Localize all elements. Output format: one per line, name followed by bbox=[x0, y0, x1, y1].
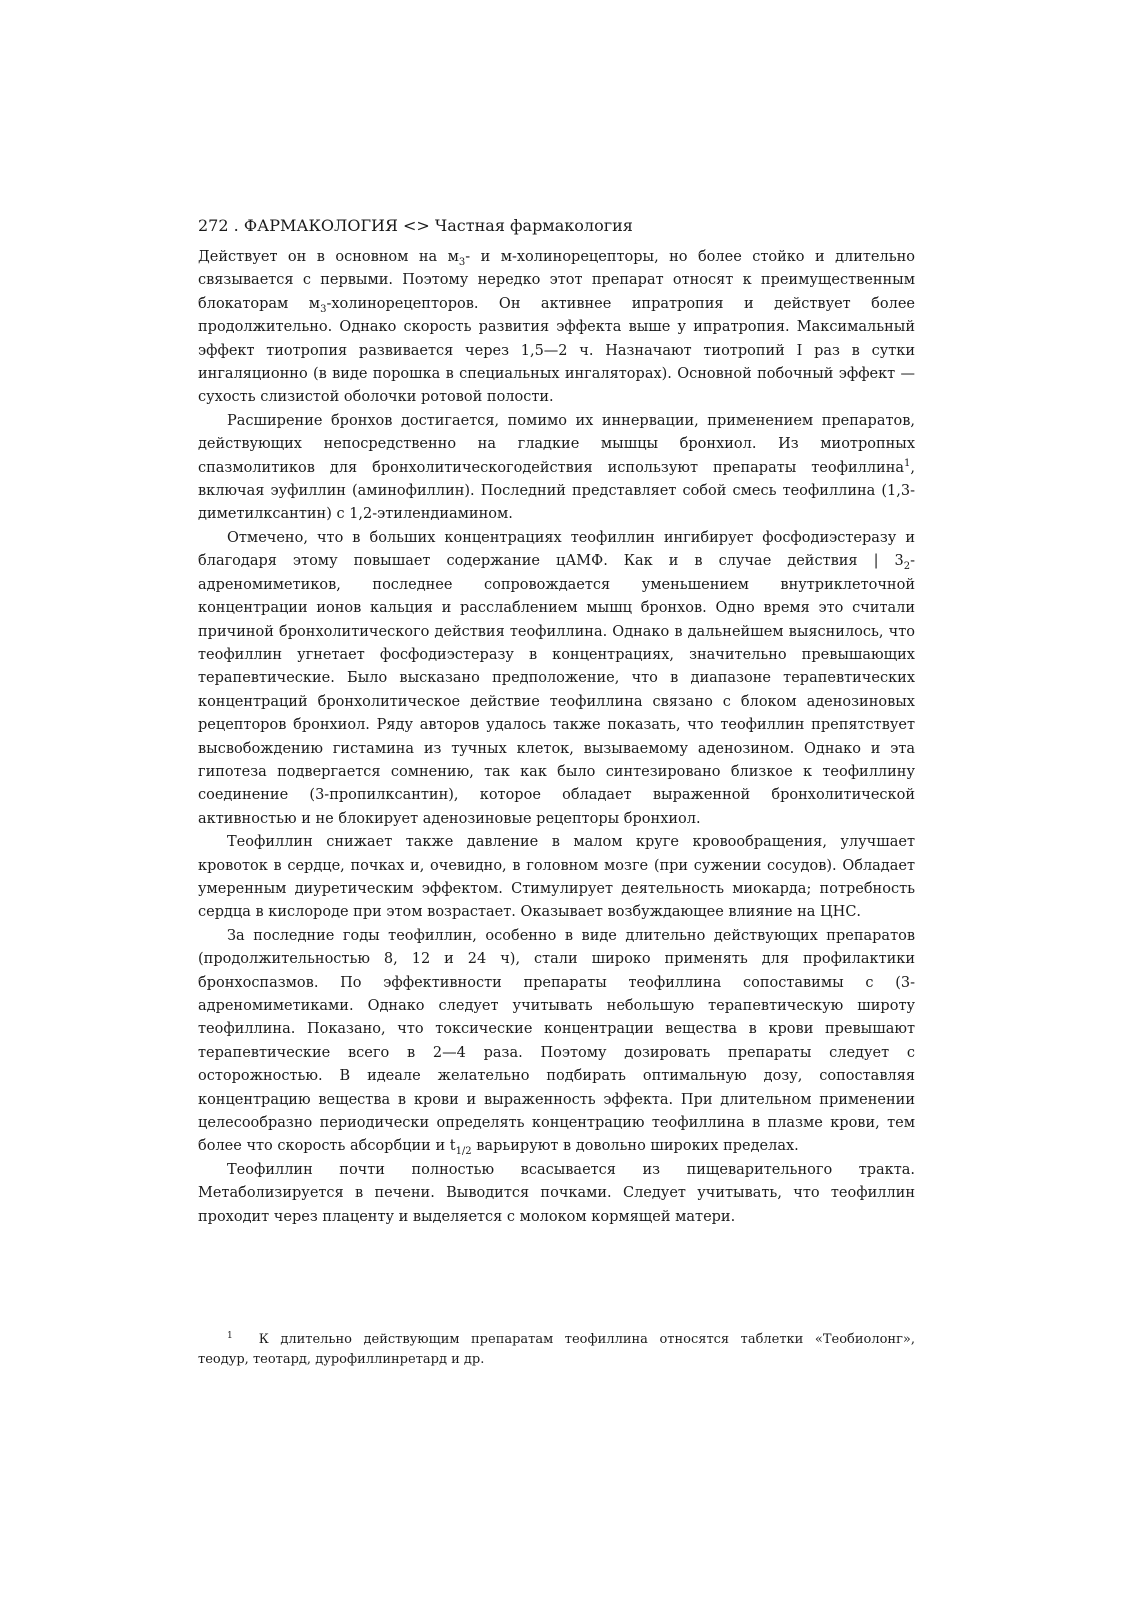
footnote-text: К длительно действующим препаратам теофиллина относятся таблетки «Теобиолонг», теодур, теотард, дурофиллинретард и др. bbox=[198, 1332, 915, 1367]
text-run: Действует он в основном на м bbox=[198, 249, 459, 265]
footnote bbox=[198, 1330, 915, 1370]
text-run: -холинорецепторов. Он активнее ипратропия и действует более продолжительно. Однако скорость развития эффекта выше у ипратропия. Максимальный эффект тиотропия развивается через 1,5—2 ч. Назначают тиотропий I раз в сутки ингаляционно (в виде порошка в специальных ингаляторах). Основной побочный эффект — сухость слизистой оболочки ротовой полости. bbox=[198, 295, 915, 406]
subscript: 3 bbox=[320, 303, 327, 315]
text-run: -адреномиметиков, последнее сопровождается уменьшением внутриклеточной концентрации ионов кальция и расслаблением мышц бронхов. Одно время это считали причиной бронхолитического действия теофиллина. Однако в дальнейшем выяснилось, что теофиллин угнетает фосфодиэстеразу в концентрациях, значительно превышающих терапевтические. Было высказано предположение, что в диапазоне терапевтических концентраций бронхолитическое действие теофиллина связано с блоком аденозиновых рецепторов бронхиол. Ряду авторов удалось также показать, что теофиллин препятствует высвобождению гистамина из тучных клеток, вызываемому аденозином. Однако и эта гипотеза подвергается сомнению, так как было синтезировано близкое к теофиллину соединение (3-пропилксантин), которое обладает выраженной бронхолитической активностью и не блокирует аденозиновые рецепторы бронхиол. bbox=[198, 553, 915, 827]
footnote-reference: 1 bbox=[904, 457, 911, 469]
paragraph-2 bbox=[198, 410, 915, 527]
page-header bbox=[198, 216, 918, 236]
page-number: 272 bbox=[198, 216, 229, 235]
subscript: 3 bbox=[458, 256, 466, 268]
subscript: 1/2 bbox=[455, 1146, 472, 1158]
paragraph-6: Теофиллин почти полностью всасывается из пищеварительного тракта. Метаболизируется в печени. Выводится почками. Следует учитывать, что теофиллин проходит через плаценту и выделяется с молоком кормящей матери. bbox=[198, 1161, 915, 1225]
paragraph-1 bbox=[198, 246, 915, 410]
subscript: 2 bbox=[903, 561, 911, 573]
text-run: , включая эуфиллин (аминофиллин). Последний представляет собой смесь теофиллина (1,3-диметилксантин) с 1,2-этилендиамином. bbox=[198, 459, 915, 523]
footnote-marker: 1 bbox=[227, 1330, 233, 1341]
paragraph-3 bbox=[198, 527, 915, 831]
text-run: За последние годы теофиллин, особенно в виде длительно действующих препаратов (продолжительностью 8, 12 и 24 ч), стали широко применять для профилактики бронхоспазмов. По эффективности препараты теофиллина сопоставимы с (3-адреномиметиками. Однако следует учитывать небольшую терапевтическую широту теофиллина. Показано, что токсические концентрации вещества в крови превышают терапевтические всего в 2—4 раза. Поэтому дозировать препараты следует с осторожностью. В идеале желательно подбирать оптимальную дозу, сопоставляя концентрацию вещества в крови и выраженность эффекта. При длительном применении целесообразно периодически определять концентрацию теофиллина в плазме крови, тем более что скорость абсорбции и t bbox=[198, 927, 915, 1155]
text-run: - и м-холинорецепторы, но более стойко и длительно связывается с первыми. Поэтому нередко этот препарат относят к преимущественным блокаторам м bbox=[198, 249, 915, 312]
body-text bbox=[198, 246, 915, 1229]
text-run: Расширение бронхов достигается, помимо их иннервации, применением препаратов, действующих непосредственно на гладкие мышцы бронхиол. Из миотропных спазмолитиков для бронхолитическогодействия используют препараты теофиллина bbox=[198, 412, 915, 476]
paragraph-4: Теофиллин снижает также давление в малом круге кровообращения, улучшает кровоток в сердце, почках и, очевидно, в головном мозге (при сужении сосудов). Обладает умеренным диуретическим эффектом. Стимулирует деятельность миокарда; потребность сердца в кислороде при этом возрастает. Оказывает возбуждающее влияние на ЦНС. bbox=[198, 834, 915, 921]
text-run: варьируют в довольно широких пределах. bbox=[471, 1138, 799, 1155]
paragraph-5 bbox=[198, 925, 915, 1159]
text-run: Отмечено, что в больших концентрациях теофиллин ингибирует фосфодиэстеразу и благодаря этому повышает содержание цАМФ. Как и в случае действия | 3 bbox=[198, 529, 915, 570]
running-title: . ФАРМАКОЛОГИЯ <> Частная фармакология bbox=[233, 216, 633, 235]
